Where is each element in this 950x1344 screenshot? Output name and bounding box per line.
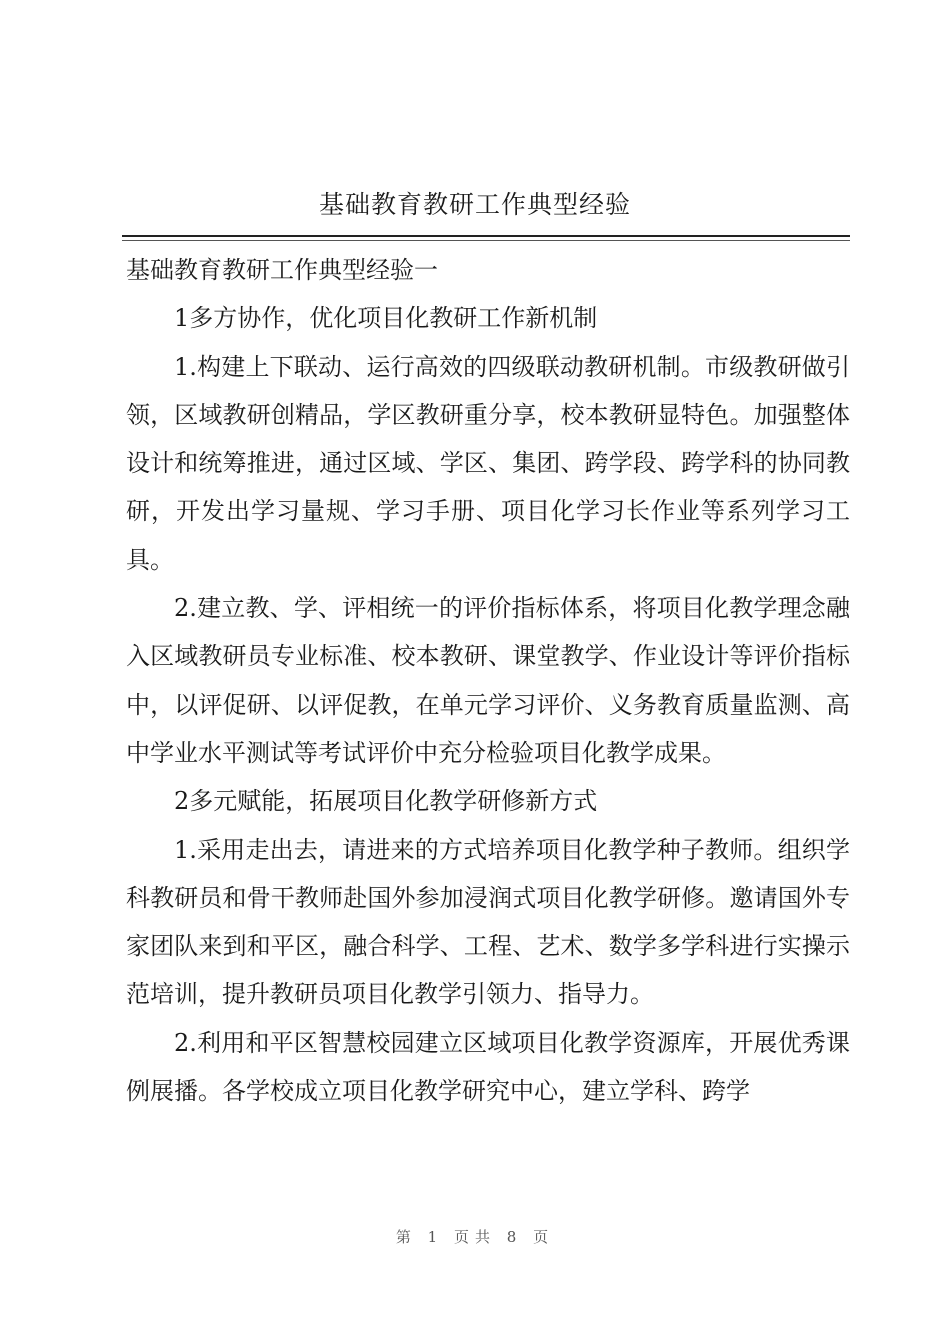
- title-divider-thin: [122, 240, 850, 241]
- body-paragraph: 2.建立教、学、评相统一的评价指标体系，将项目化教学理念融入区域教研员专业标准、校本教研、课堂教学、作业设计等评价指标中，以评促研、以评促教，在单元学习评价、义务教育质量监测、高中学业水平测试等考试评价中充分检验项目化教学成果。: [126, 594, 850, 767]
- body-paragraph: 1.构建上下联动、运行高效的四级联动教研机制。市级教研做引领，区域教研创精品，学区教研重分享，校本教研显特色。加强整体设计和统筹推进，通过区域、学区、集团、跨学段、跨学科的协同教研，开发出学习量规、学习手册、项目化学习长作业等系列学习工具。: [126, 352, 850, 574]
- page-prefix: 第: [395, 1228, 417, 1246]
- page-total: 8: [506, 1228, 523, 1246]
- body-paragraph: 1.采用走出去，请进来的方式培养项目化教学种子教师。组织学科教研员和骨干教师赴国外参加浸润式项目化教学研修。邀请国外专家团队来到和平区，融合科学、工程、艺术、数学多学科进行实操示范培训，提升教研员项目化教学引领力、指导力。: [126, 835, 850, 1009]
- page-footer: [0, 1226, 950, 1247]
- title-divider-thick: [122, 235, 850, 237]
- subsection-heading: 1多方协作，优化项目化教研工作新机制: [174, 304, 598, 333]
- page-middle: 页共: [453, 1228, 496, 1246]
- section-heading: 基础教育教研工作典型经验一: [126, 256, 438, 284]
- document-body: [126, 246, 850, 1115]
- body-paragraph: 2.利用和平区智慧校园建立区域项目化教学资源库，开展优秀课例展播。各学校成立项目化教学研究中心，建立学科、跨学: [126, 1028, 850, 1106]
- subsection-heading: 2多元赋能，拓展项目化教学研修新方式: [174, 787, 598, 816]
- page-number: 1: [427, 1228, 444, 1246]
- document-title: 基础教育教研工作典型经验: [318, 190, 631, 219]
- page-suffix: 页: [533, 1228, 555, 1246]
